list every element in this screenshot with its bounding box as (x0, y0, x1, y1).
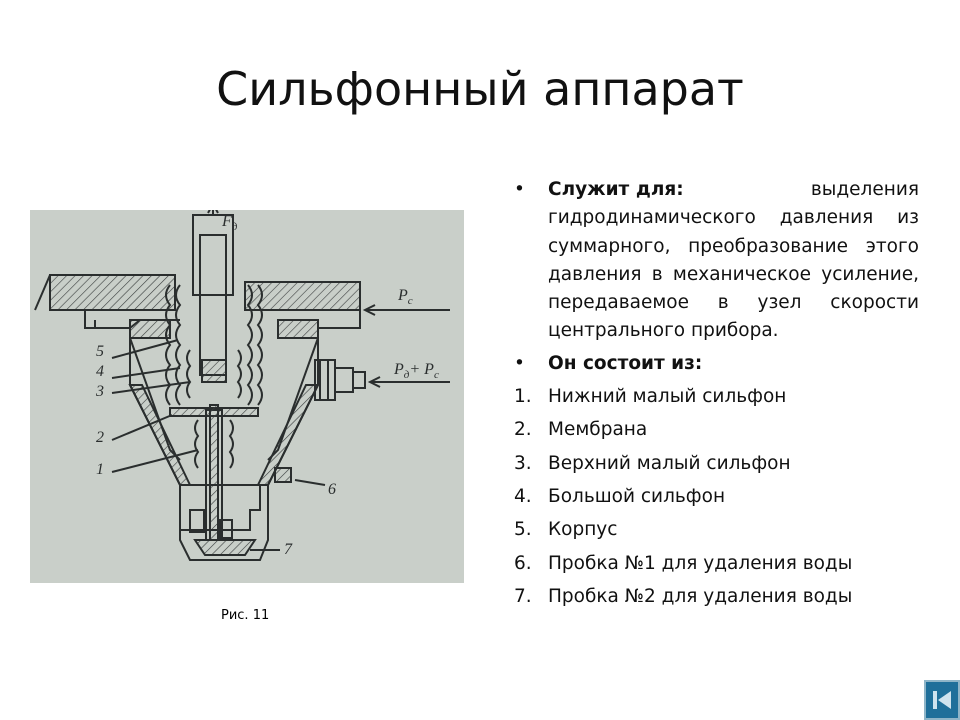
callout-1: 1 (96, 461, 104, 478)
bellows-drawing (30, 210, 464, 583)
list-text: Пробка №2 для удаления воды (548, 585, 853, 607)
list-item (514, 583, 919, 611)
list-item (514, 416, 919, 444)
list-text: Мембрана (548, 419, 648, 441)
back-to-start-button[interactable] (924, 680, 960, 720)
list-text: Нижний малый сильфон (548, 386, 787, 408)
bullet-mark: • (514, 179, 525, 200)
callout-3: 3 (96, 383, 104, 400)
callout-7: 7 (284, 541, 292, 558)
slide-title: Сильфонный аппарат (216, 62, 744, 116)
list-number: 4. (514, 485, 532, 507)
purpose-text (548, 176, 919, 346)
list-text: Верхний малый сильфон (548, 452, 791, 474)
purpose-body: выделения гидродинамического давления из суммарного, преобразование этого давления в механическое усиление, передаваемое в узел скорости центрального прибора. (548, 179, 919, 342)
purpose-bullet (514, 176, 919, 346)
back-to-start-icon (926, 682, 958, 718)
callout-2: 2 (96, 429, 104, 446)
pd-pc-label: $P_д+ P_c$ (394, 361, 439, 381)
components-heading: Он состоит из: (548, 352, 703, 374)
pc-label: $P_c$ (398, 287, 413, 307)
list-number: 1. (514, 386, 532, 408)
callout-4: 4 (96, 363, 104, 380)
list-item (514, 516, 919, 544)
purpose-heading: Служит для: (548, 179, 684, 200)
callout-6: 6 (328, 481, 336, 498)
list-item (514, 383, 919, 411)
list-text: Пробка №1 для удаления воды (548, 552, 853, 574)
list-item (514, 483, 919, 511)
bellows-diagram (30, 210, 464, 583)
components-bullet (514, 350, 919, 378)
list-number: 2. (514, 419, 532, 441)
list-text: Корпус (548, 519, 618, 541)
list-number: 6. (514, 552, 532, 574)
slide-content (514, 176, 919, 611)
list-item (514, 550, 919, 578)
list-number: 3. (514, 452, 532, 474)
list-number: 7. (514, 585, 532, 607)
list-text: Большой сильфон (548, 485, 726, 507)
force-label: $F_д$ (222, 213, 238, 233)
list-item (514, 450, 919, 478)
bullet-mark: • (514, 352, 525, 374)
list-number: 5. (514, 519, 532, 541)
callout-5: 5 (96, 343, 104, 360)
figure-caption: Рис. 11 (221, 608, 270, 623)
